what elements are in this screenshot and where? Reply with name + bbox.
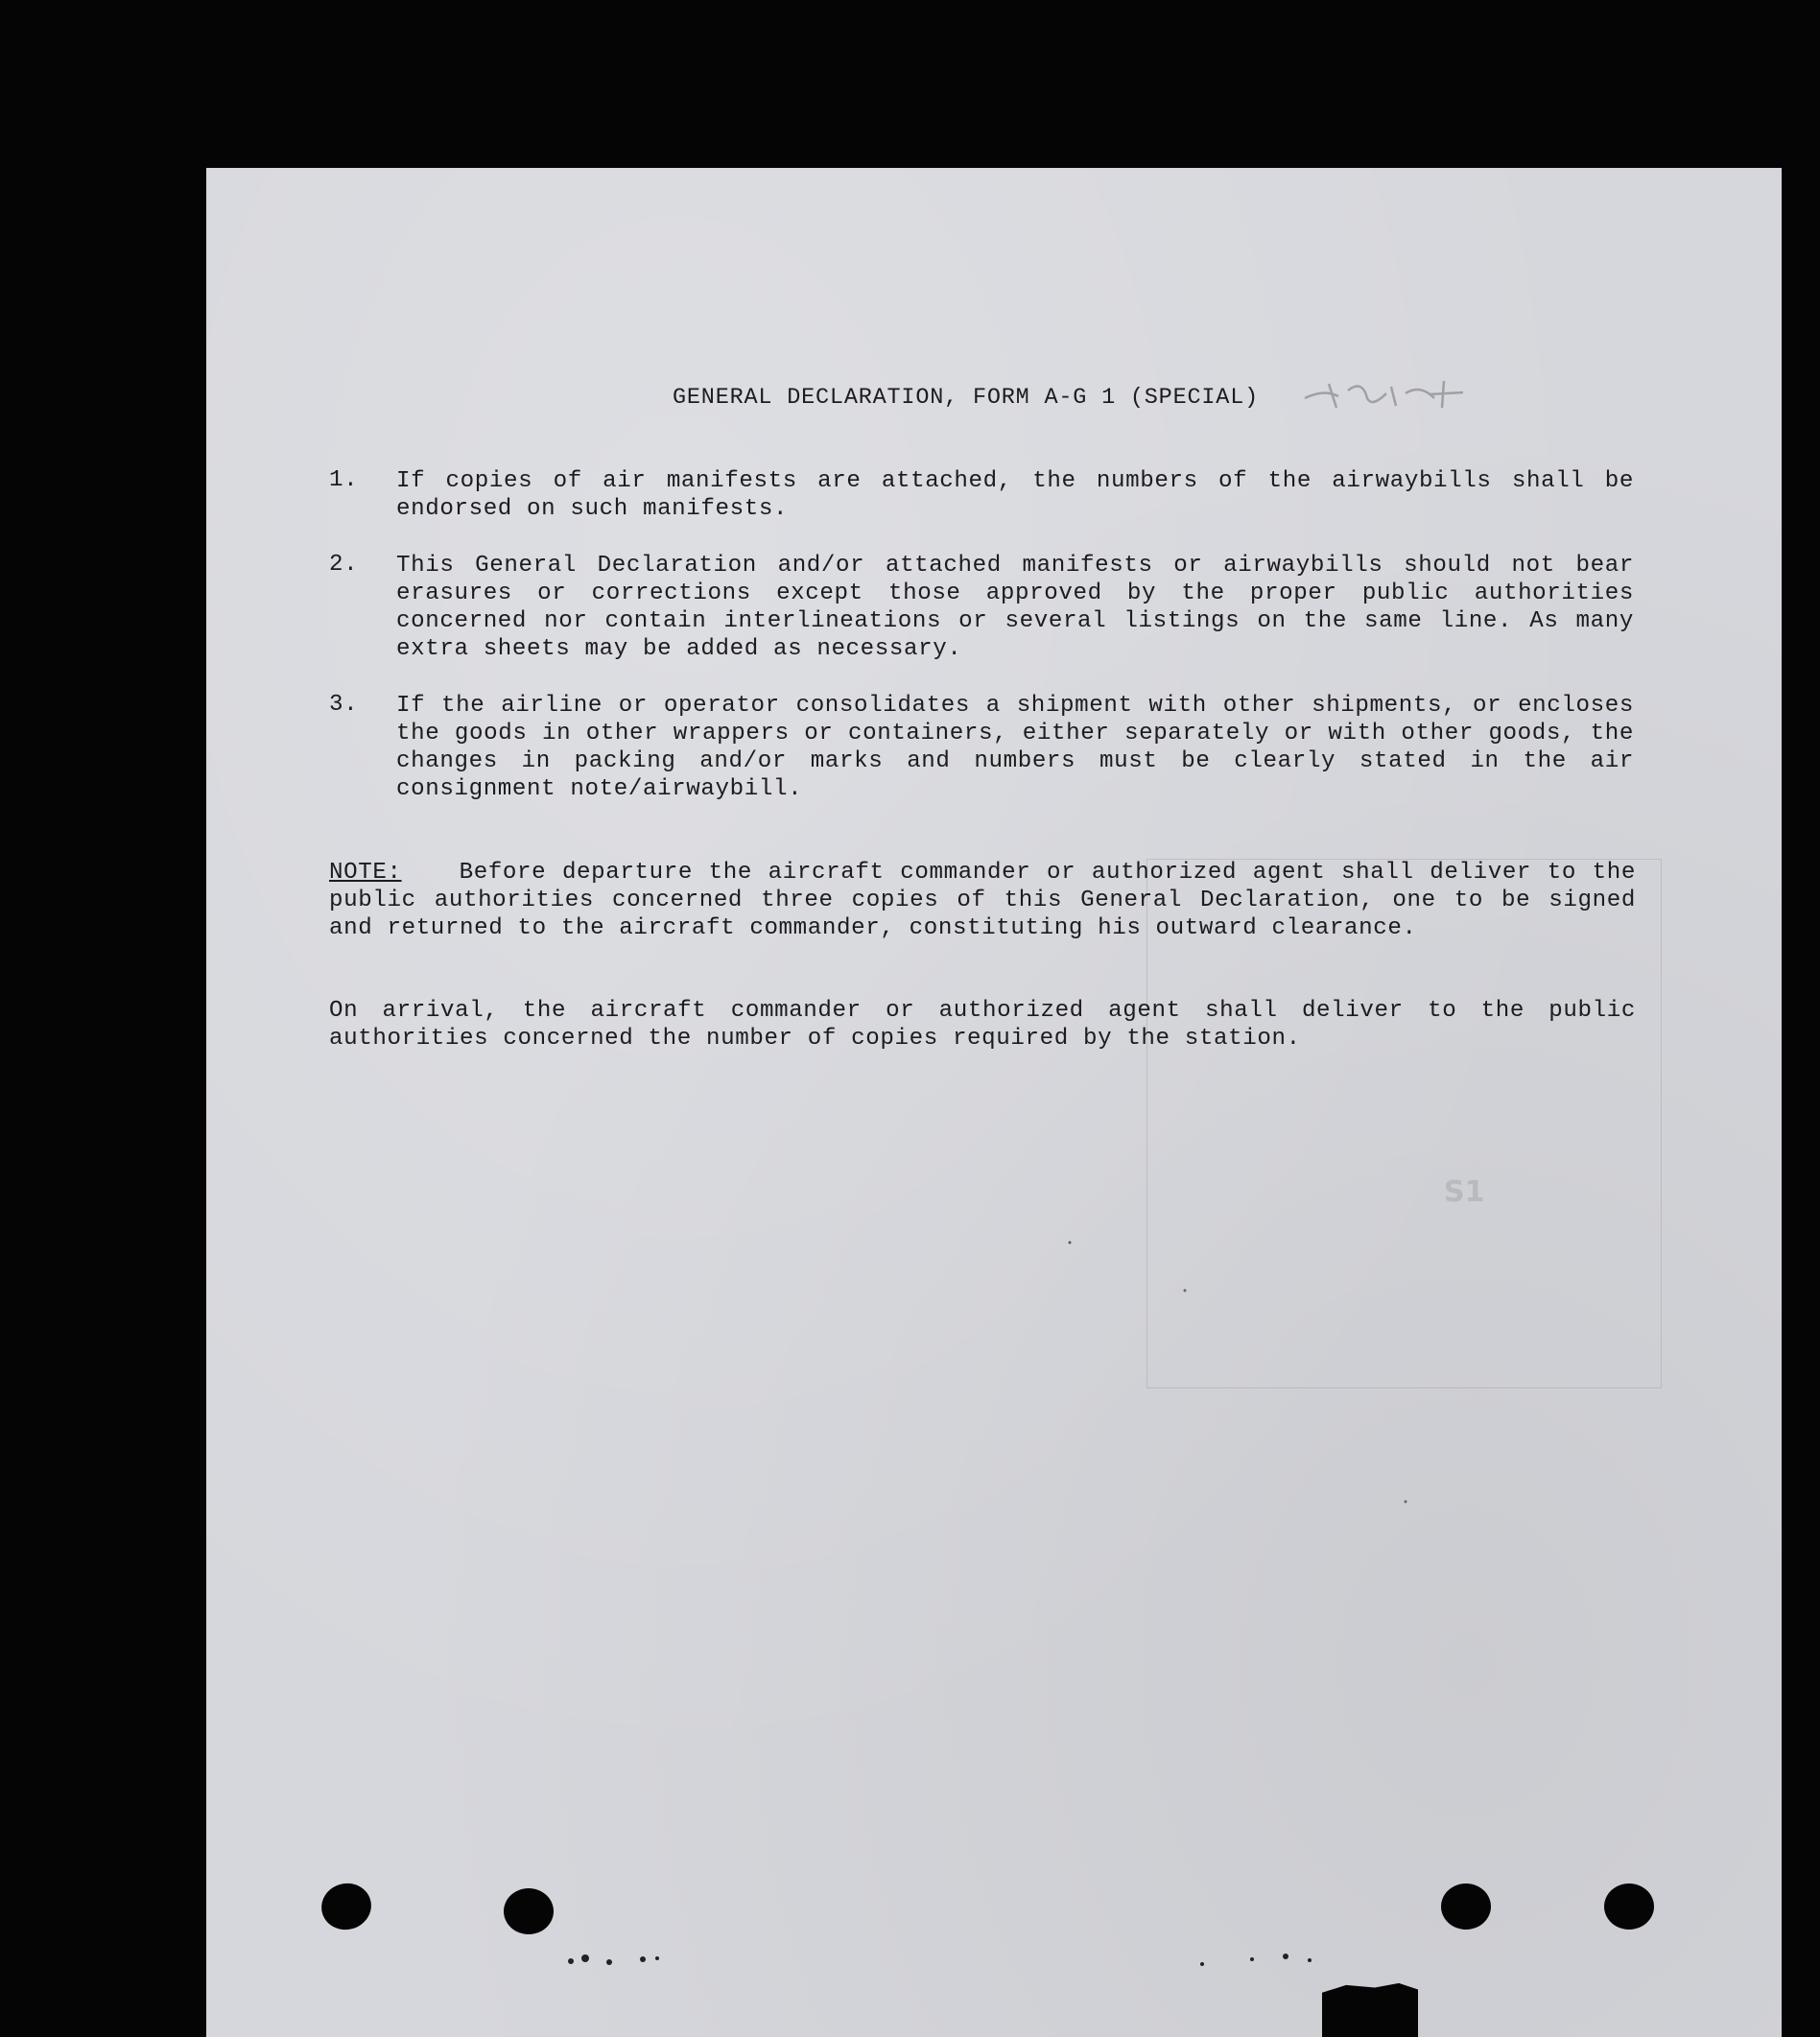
note-text: Before departure the aircraft commander or authorized agent shall deliver to the public authorities concerned three copies of this General Declaration, one to be signed and returned to the aircraft commander, constituting his outward clearance. [329,860,1636,941]
document-title: GENERAL DECLARATION, FORM A-G 1 (SPECIAL) [673,385,1259,411]
item-number: 2. [329,552,359,578]
item-number: 3. [329,692,359,718]
item-number: 1. [329,467,359,493]
document-page [206,168,1782,2037]
scan-specks [206,168,1782,2037]
item-text: If copies of air manifests are attached, the numbers of the airwaybills shall be endorsed on such manifests. [396,468,1634,522]
item-text: This General Declaration and/or attached manifests or airwaybills should not bear erasures or corrections except those approved by the proper public authorities concerned nor contain interlineations or several listings on the same line. As many extra sheets may be added as necessary. [396,553,1634,662]
item-text: If the airline or operator consolidates a shipment with other shipments, or encloses the goods in other wrappers or containers, either separately or with other goods, the changes in packing and/or marks and numbers must be clearly stated in the air consignment note/airwaybill. [396,693,1634,802]
arrival-paragraph: On arrival, the aircraft commander or authorized agent shall deliver to the public authorities concerned the number of copies required by the station. [329,998,1636,1052]
note-label: NOTE: [329,860,402,886]
bleed-through-mark: S1 [1444,1175,1485,1209]
